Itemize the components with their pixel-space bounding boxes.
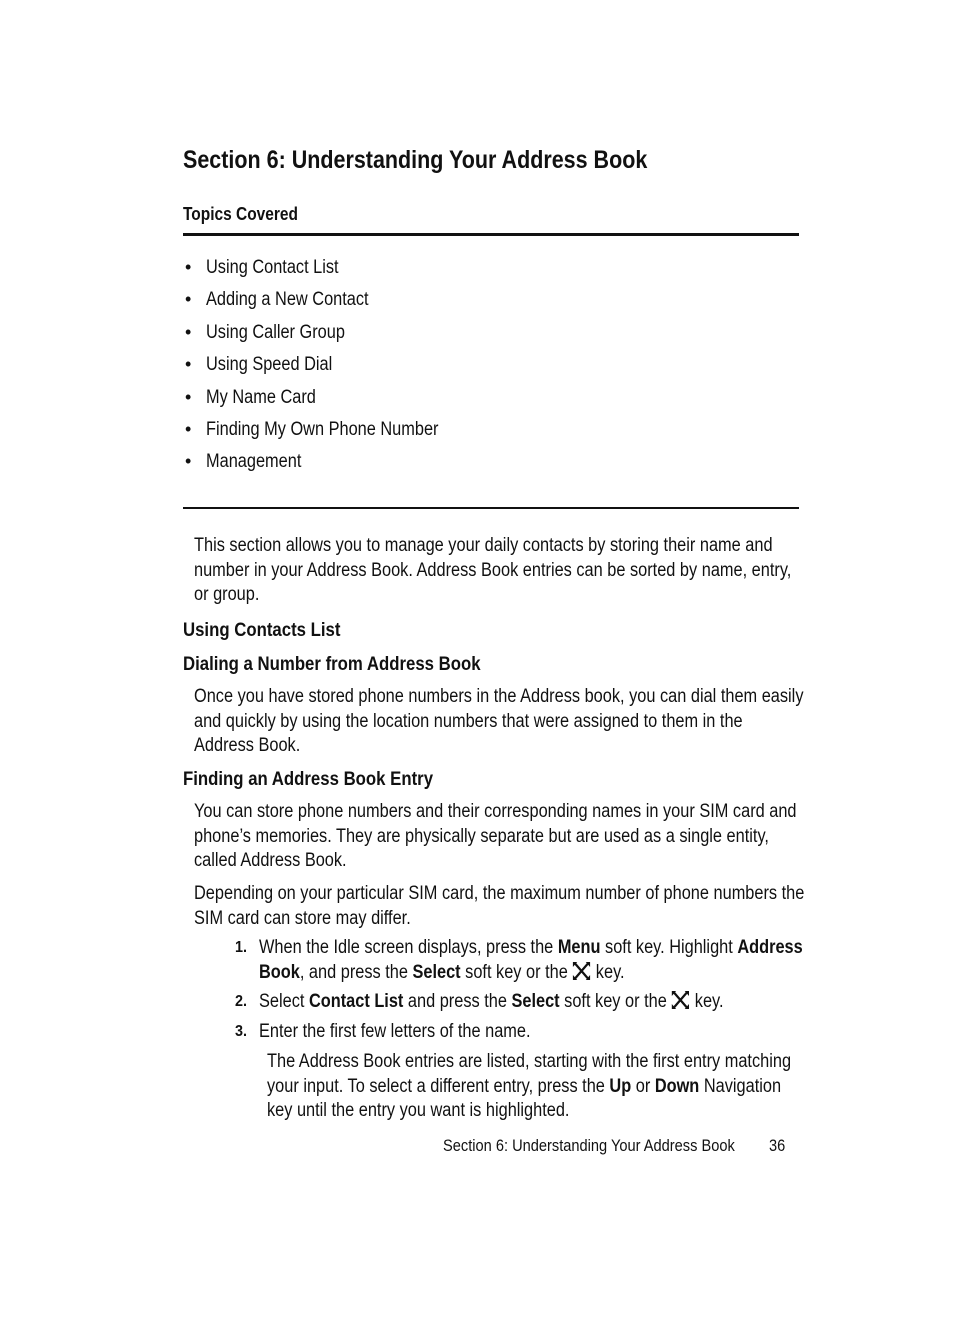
dialing-paragraph: Once you have stored phone numbers in the Address book, you can dial them easily and quickly by using the location numbers that were assigned to them in the Address Book. bbox=[194, 686, 804, 757]
page-number: 36 bbox=[769, 1136, 786, 1155]
topics-heading: Topics Covered bbox=[183, 204, 298, 224]
heading-dialing: Dialing a Number from Address Book bbox=[183, 653, 481, 675]
step-body: Enter the first few letters of the name. bbox=[259, 1021, 531, 1042]
heading-using-contacts-list: Using Contacts List bbox=[183, 619, 341, 641]
step-3-result: The Address Book entries are listed, starting with the first entry matching your input. To select a different entry, press the Up or Down Navigation key until the entry you want is highlighted. bbox=[267, 1051, 792, 1122]
bottom-divider bbox=[183, 507, 799, 509]
step-body: When the Idle screen displays, press the Menu soft key. Highlight Address Book, and press the Select soft key or the key. bbox=[259, 937, 803, 983]
heading-finding: Finding an Address Book Entry bbox=[183, 768, 434, 790]
step-number: 1. bbox=[235, 939, 248, 956]
step-body: Select Contact List and press the Select soft key or the key. bbox=[259, 991, 724, 1012]
step-number: 2. bbox=[235, 993, 248, 1010]
finding-paragraph-1: You can store phone numbers and their corresponding names in your SIM card and phone’s memories. They are physically separate but are used as a single entity, called Address Book. bbox=[194, 801, 797, 872]
ok-key-icon bbox=[572, 961, 591, 981]
page-title: Section 6: Understanding Your Address Book bbox=[183, 146, 648, 174]
ok-key-icon bbox=[671, 990, 690, 1010]
finding-paragraph-2: Depending on your particular SIM card, the maximum number of phone numbers the SIM card can store may differ. bbox=[194, 883, 805, 929]
intro-paragraph: This section allows you to manage your daily contacts by storing their name and number in your Address Book. Address Book entries can be sorted by name, entry, or group. bbox=[194, 535, 792, 606]
step-number: 3. bbox=[235, 1023, 248, 1040]
footer-title: Section 6: Understanding Your Address Book bbox=[443, 1136, 735, 1155]
manual-page: Section 6: Understanding Your Address Book Topics Covered • Using Contact List • Adding a New Contact • Using Caller Group • Using Speed Dial • My Name Card • Finding My Own Phone Number • Management This section allows you to manage your daily contacts by storing their name and number in your Address Book. Address Book entries can be sorted by name, entry, or group. Using Contacts List Dialing a Number from Address Book Once you have stored phone numbers in the Address book, you can dial them easily and quickly by using the location numbers that were assigned to them in the Address Book. Finding an Address Book Entry You can store phone numbers and their corresponding names in your SIM card and phone’s memories. They are physically separate but are used as a single entity, called Address Book. Depending on your particular SIM card, the maximum number of phone numbers the SIM card can store may differ. 1. When the Idle screen displays, press the Menu soft key. Highlight Address Book, and press the Select soft key or the key. 2. Select Contact List and press the Select soft key or the key. 3. Enter the first few letters of the name. The Address Book entries are listed, starting with the first entry matching your input. To select a different entry, press the Up or Down Navigation key until the entry you want is highlighted. Section 6: Understanding Your Address Book 36 bbox=[0, 0, 954, 1319]
top-divider bbox=[183, 233, 799, 236]
